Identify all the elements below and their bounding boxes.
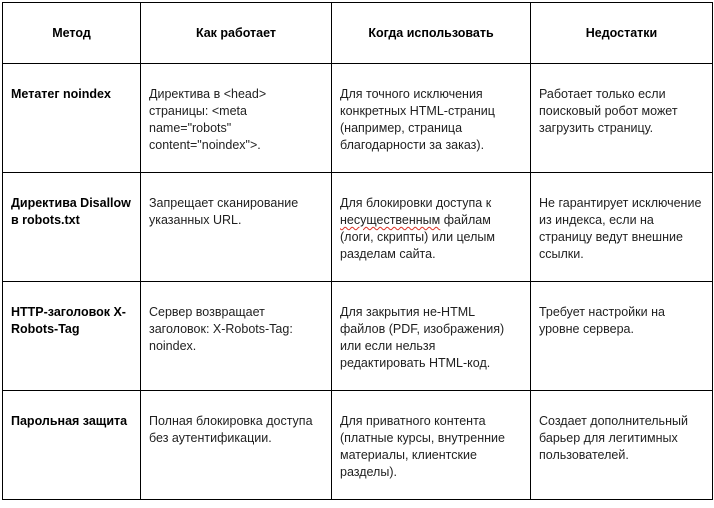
cell-how: Директива в <head> страницы: <meta name="robots" content="noindex">. <box>141 64 332 173</box>
text-segment: файлам (логи, скрипты) или целым разделам сайта. <box>340 213 495 261</box>
cell-method: Метатег noindex <box>3 64 141 173</box>
comparison-table <box>2 2 713 500</box>
cell-method: Парольная защита <box>3 391 141 500</box>
table-row <box>3 391 713 500</box>
spellcheck-flagged-word[interactable]: несущественным <box>340 213 441 227</box>
header-row <box>3 3 713 64</box>
cell-how: Запрещает сканирование указанных URL. <box>141 173 332 282</box>
header-cons: Недостатки <box>531 3 713 64</box>
cell-cons: Не гарантирует исключение из индекса, если на страницу ведут внешние ссылки. <box>531 173 713 282</box>
table-row <box>3 64 713 173</box>
cell-when: Для точного исключения конкретных HTML-страниц (например, страница благодарности за заказ). <box>332 64 531 173</box>
cell-how: Сервер возвращает заголовок: X-Robots-Tag: noindex. <box>141 282 332 391</box>
table-row <box>3 173 713 282</box>
text-segment: Для блокировки доступа к <box>340 196 492 210</box>
cell-when: Для приватного контента (платные курсы, внутренние материалы, клиентские разделы). <box>332 391 531 500</box>
header-how: Как работает <box>141 3 332 64</box>
cell-when: Для закрытия не-HTML файлов (PDF, изображения) или если нельзя редактировать HTML-код. <box>332 282 531 391</box>
header-when: Когда использовать <box>332 3 531 64</box>
cell-method: HTTP-заголовок X-Robots-Tag <box>3 282 141 391</box>
cell-cons: Создает дополнительный барьер для легитимных пользователей. <box>531 391 713 500</box>
table-row <box>3 282 713 391</box>
header-method: Метод <box>3 3 141 64</box>
cell-how: Полная блокировка доступа без аутентификации. <box>141 391 332 500</box>
cell-cons: Работает только если поисковый робот может загрузить страницу. <box>531 64 713 173</box>
cell-method: Директива Disallow в robots.txt <box>3 173 141 282</box>
cell-when <box>332 173 531 282</box>
cell-cons: Требует настройки на уровне сервера. <box>531 282 713 391</box>
